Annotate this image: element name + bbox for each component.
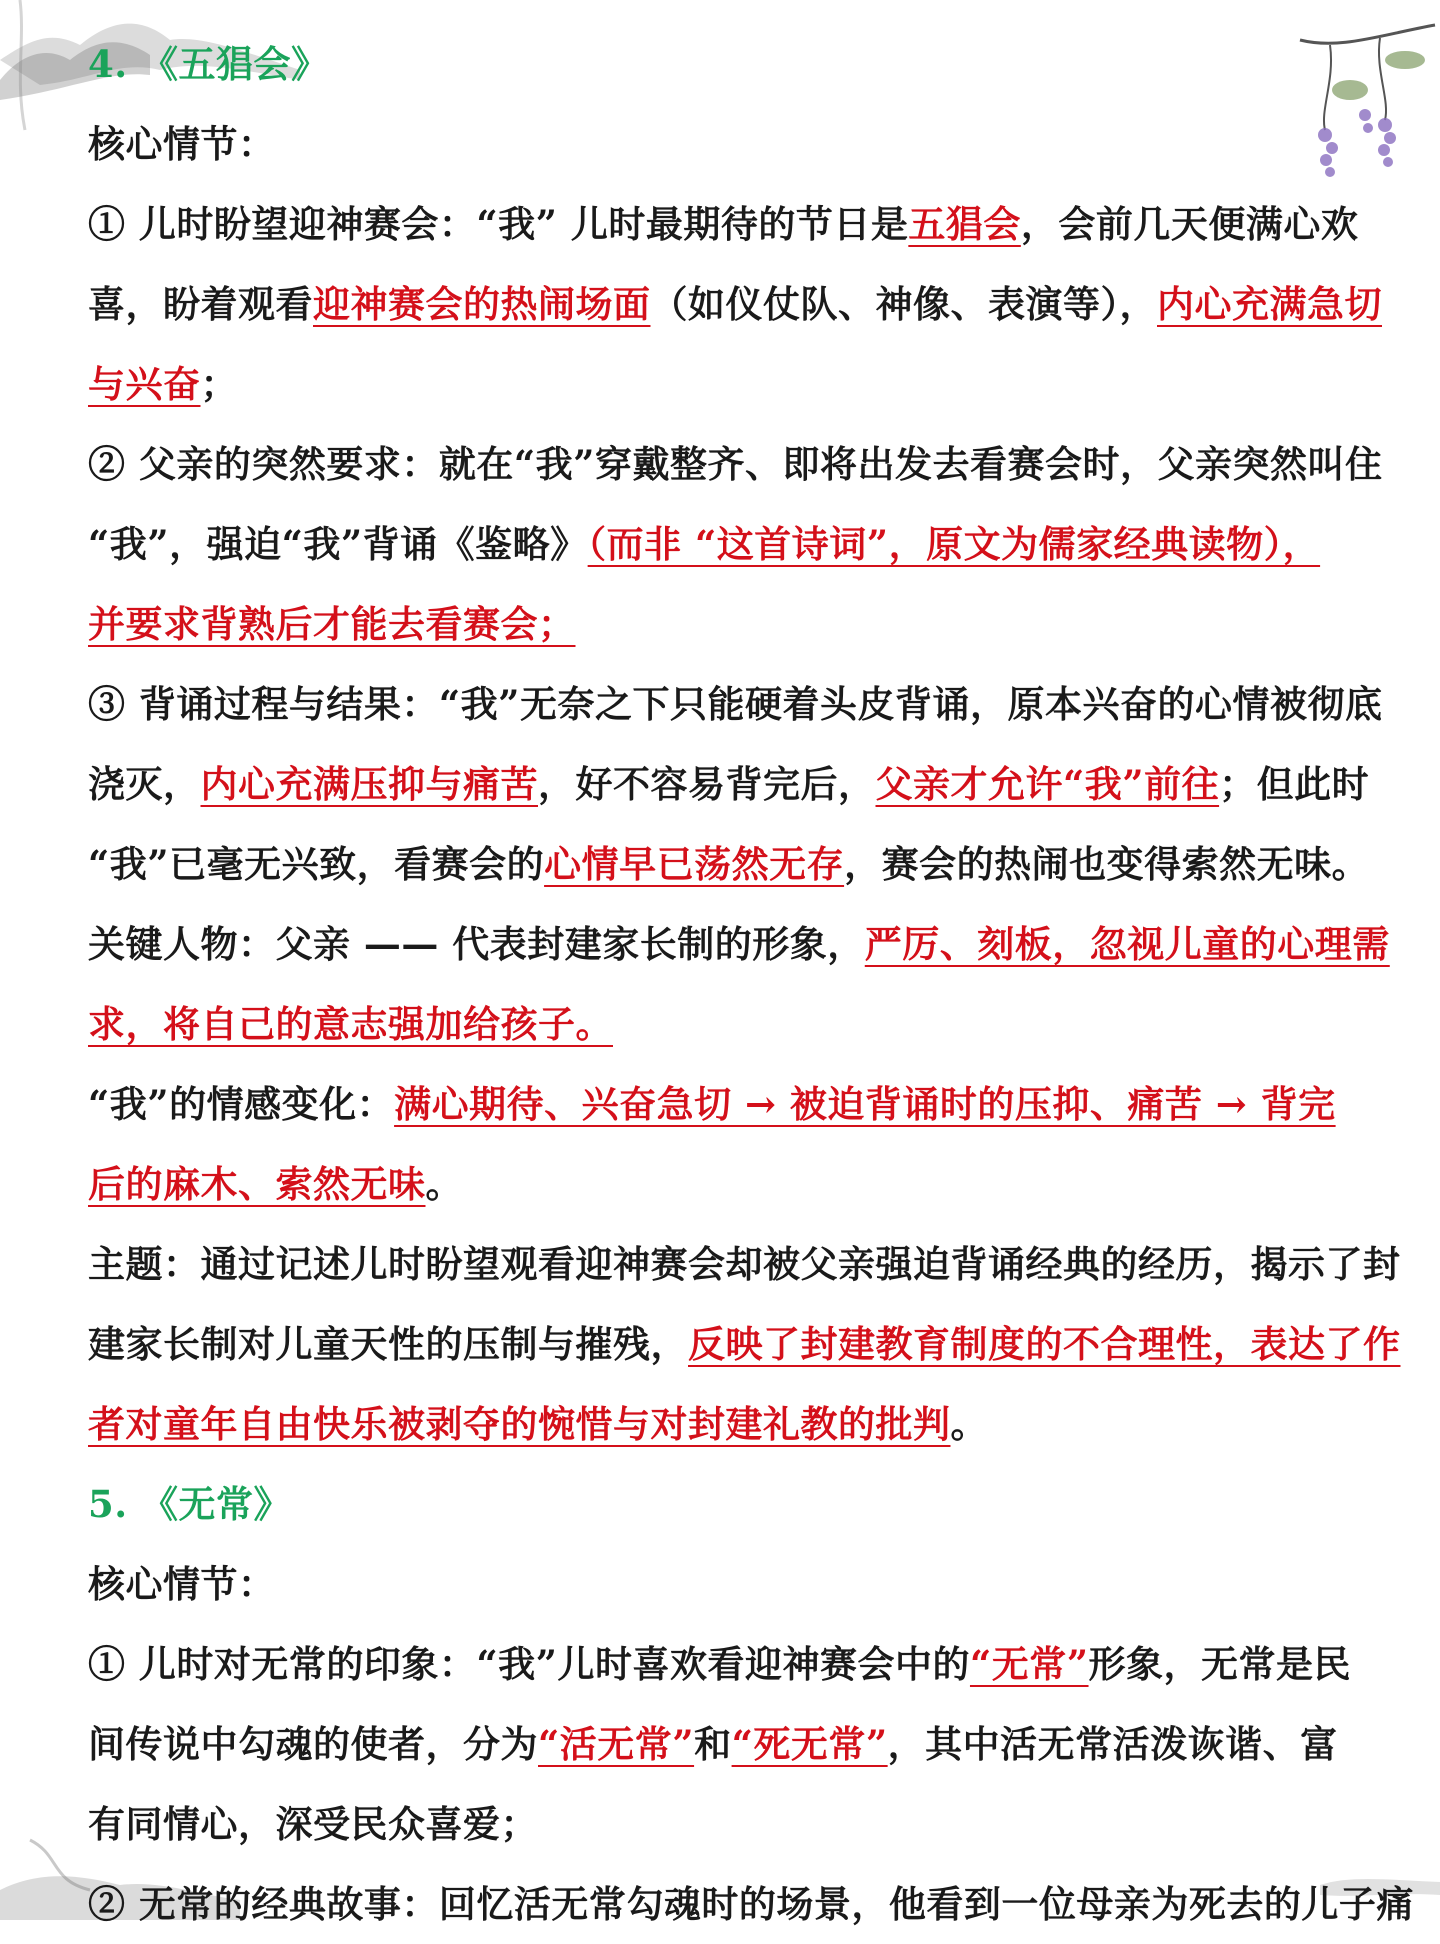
paragraph-line: 有同情心，深受民众喜爱； bbox=[88, 1802, 538, 1846]
highlight: 五猖会 bbox=[908, 202, 1021, 246]
highlight: 满心期待、兴奋急切 → 被迫背诵时的压抑、痛苦 → 背完 bbox=[394, 1082, 1336, 1126]
paragraph-line: ② 无常的经典故事：回忆活无常勾魂时的场景，他看到一位母亲为死去的儿子痛 bbox=[88, 1882, 1414, 1926]
highlight: 心情早已荡然无存 bbox=[544, 842, 845, 886]
highlight: “活无常” bbox=[538, 1722, 695, 1766]
paragraph-line: 关键人物：父亲 —— 代表封建家长制的形象，严厉、刻板，忽视儿童的心理需 bbox=[88, 922, 1390, 966]
section-title: 4. 《五猖会》 bbox=[88, 42, 329, 86]
paragraph-line: 建家长制对儿童天性的压制与摧残，反映了封建教育制度的不合理性，表达了作 bbox=[88, 1322, 1401, 1366]
paragraph-line: ① 儿时盼望迎神赛会：“我” 儿时最期待的节日是五猖会，会前几天便满心欢 bbox=[88, 202, 1359, 246]
paragraph-line: “我”已毫无兴致，看赛会的心情早已荡然无存，赛会的热闹也变得索然无味。 bbox=[88, 842, 1370, 886]
highlight: 内心充满压抑与痛苦 bbox=[200, 762, 538, 806]
paragraph-line: 与兴奋； bbox=[88, 362, 238, 406]
document-body bbox=[88, 24, 1414, 1944]
highlight: 者对童年自由快乐被剥夺的惋惜与对封建礼教的批判 bbox=[88, 1402, 951, 1446]
paragraph-line: 主题：通过记述儿时盼望观看迎神赛会却被父亲强迫背诵经典的经历，揭示了封 bbox=[88, 1242, 1401, 1286]
highlight: 严厉、刻板，忽视儿童的心理需 bbox=[864, 922, 1390, 966]
paragraph-line bbox=[88, 984, 1348, 1064]
section-title: 5. 《无常》 bbox=[88, 1482, 292, 1526]
highlight: 内心充满急切 bbox=[1157, 282, 1382, 326]
paragraph-line: 者对童年自由快乐被剥夺的惋惜与对封建礼教的批判。 bbox=[88, 1402, 988, 1446]
core-plot-label: 核心情节： bbox=[88, 1562, 276, 1606]
highlight: 父亲才允许“我”前往 bbox=[875, 762, 1220, 806]
paragraph-line: 间传说中勾魂的使者，分为“活无常”和“死无常”，其中活无常活泼诙谐、富 bbox=[88, 1722, 1338, 1766]
paragraph-line: ③ 背诵过程与结果：“我”无奈之下只能硬着头皮背诵，原本兴奋的心情被彻底 bbox=[88, 682, 1383, 726]
highlight: 并要求背熟后才能去看赛会； bbox=[88, 602, 576, 646]
paragraph-line: “我”的情感变化：满心期待、兴奋急切 → 被迫背诵时的压抑、痛苦 → 背完 bbox=[88, 1082, 1336, 1126]
highlight: “无常” bbox=[969, 1642, 1089, 1686]
paragraph-line: ① 儿时对无常的印象：“我”儿时喜欢看迎神赛会中的“无常”形象，无常是民 bbox=[88, 1642, 1352, 1686]
highlight: （而非 “这首诗词”，原文为儒家经典读物）， bbox=[587, 522, 1321, 566]
paragraph-line bbox=[88, 584, 1348, 664]
highlight: 与兴奋 bbox=[88, 362, 201, 406]
highlight: “死无常” bbox=[731, 1722, 888, 1766]
highlight: 迎神赛会的热闹场面 bbox=[313, 282, 651, 326]
highlight: 后的麻木、索然无味 bbox=[88, 1162, 426, 1206]
highlight: 反映了封建教育制度的不合理性，表达了作 bbox=[688, 1322, 1401, 1366]
paragraph-line: “我”，强迫“我”背诵《鉴略》（而非 “这首诗词”，原文为儒家经典读物）， bbox=[88, 522, 1321, 566]
paragraph-line: 后的麻木、索然无味。 bbox=[88, 1162, 463, 1206]
paragraph-line: 喜，盼着观看迎神赛会的热闹场面（如仪仗队、神像、表演等），内心充满急切 bbox=[88, 282, 1382, 326]
paragraph-line: 浇灭，内心充满压抑与痛苦，好不容易背完后，父亲才允许“我”前往；但此时 bbox=[88, 762, 1370, 806]
paragraph-line: ② 父亲的突然要求：就在“我”穿戴整齐、即将出发去看赛会时，父亲突然叫住 bbox=[88, 442, 1383, 486]
core-plot-label: 核心情节： bbox=[88, 122, 276, 166]
highlight: 求，将自己的意志强加给孩子。 bbox=[88, 1002, 613, 1046]
